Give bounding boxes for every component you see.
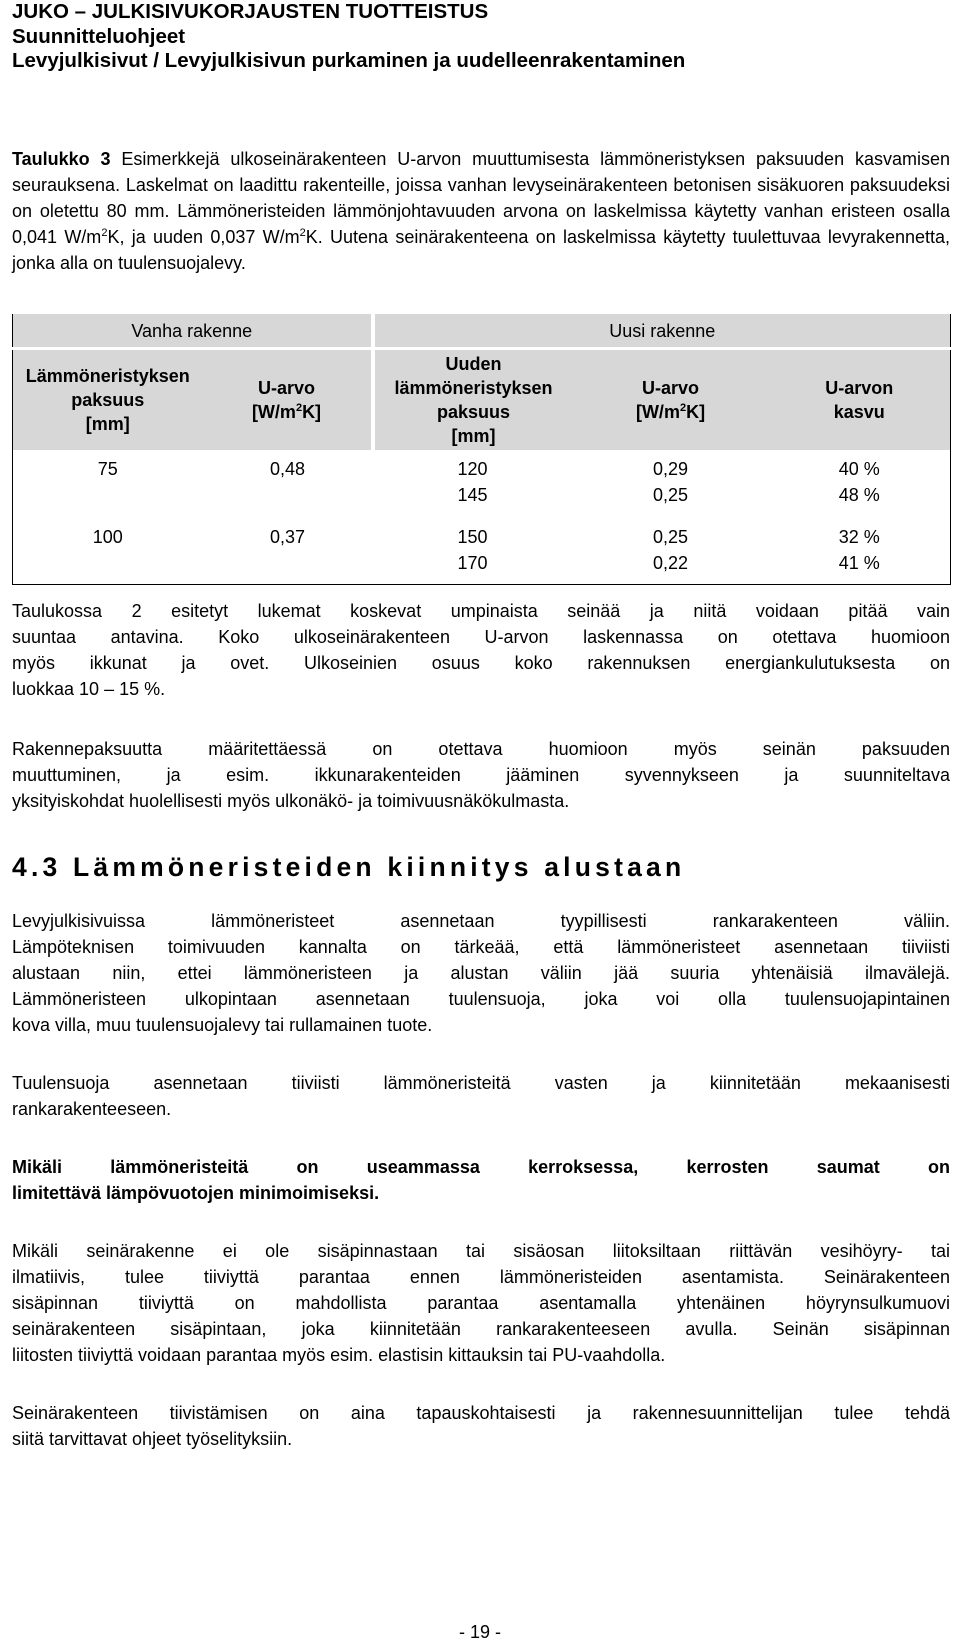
- header-guide: Suunnitteluohjeet: [12, 24, 186, 48]
- col-header-u-value-old: U-arvo $[W/m^2K]$: [203, 349, 373, 451]
- text-line: Rakennepaksuutta määritettäessä on otettava huomioon myös seinän paksuuden: [12, 739, 950, 759]
- group-new-structure: Uusi rakenne: [373, 314, 951, 349]
- text-line: Mikäli seinärakenne ei ole sisäpinnastaan tai sisäosan liitoksiltaan riittävän vesihöyry- tai: [12, 1241, 950, 1261]
- section-heading: 4.3 Lämmöneristeiden kiinnitys alustaan: [12, 852, 686, 882]
- text-line: Tuulensuoja asennetaan tiiviisti lämmöneristeitä vasten ja kiinnitetään mekaanisesti: [12, 1073, 950, 1093]
- cell: 41 %: [838, 553, 880, 573]
- cell: 170: [457, 553, 488, 573]
- text-line: Lämmöneristeen ulkopintaan asennetaan tuulensuoja, joka voi olla tuulensuojapintainen: [12, 989, 950, 1009]
- paragraph-structure-thickness: [12, 736, 950, 814]
- text-line: Lämpöteknisen toimivuuden kannalta on tärkeää, että lämmöneristeet asennetaan tiiviisti: [12, 937, 950, 957]
- cell: [203, 550, 373, 585]
- cell: 0,25: [652, 485, 689, 505]
- text-line: limitettävä lämpövuotojen minimoimiseksi.: [12, 1183, 380, 1203]
- cell: [13, 482, 203, 508]
- cell: 48 %: [838, 485, 880, 505]
- caption-sup: 2: [101, 227, 108, 239]
- cell: 40 %: [838, 459, 880, 479]
- paragraph-insulation-install: [12, 908, 950, 1038]
- text-line: rankarakenteeseen.: [12, 1099, 172, 1119]
- text-line: kova villa, muu tuulensuojalevy tai rullamainen tuote.: [12, 1015, 433, 1035]
- text-line: Taulukossa 2 esitetyt lukemat koskevat umpinaista seinää ja niitä voidaan pitää vain: [12, 601, 950, 621]
- table-row: [13, 524, 951, 550]
- caption-text-3: K. Uutena seinärakenteena on laskelmissa käytetty tuulettuvaa levyrakennetta, jonka alla on tuulensuojalevy.: [12, 227, 951, 273]
- text-line: siitä tarvittavat ohjeet työselityksiin.: [12, 1429, 293, 1449]
- caption-sup-2: 2: [299, 227, 306, 239]
- paragraph-vapour-tightness: [12, 1238, 950, 1368]
- cell: 75: [97, 459, 118, 479]
- group-old-structure: Vanha rakenne: [13, 314, 373, 349]
- cell: 0,25: [652, 527, 689, 547]
- text-line: Levyjulkisivuissa lämmöneristeet asennetaan tyypillisesti rankarakenteen väliin.: [12, 911, 950, 931]
- page-number: - 19 -: [458, 1622, 501, 1642]
- table-row: [13, 550, 951, 585]
- cell: 150: [457, 527, 488, 547]
- header-topic: Levyjulkisivut / Levyjulkisivun purkaminen ja uudelleenrakentaminen: [12, 49, 686, 72]
- table-caption: [12, 146, 950, 276]
- paragraph-u-value-note: [12, 598, 950, 702]
- col-header-thickness: Lämmöneristyksen paksuus [mm]: [13, 349, 203, 451]
- paragraph-layered-insulation: [12, 1154, 950, 1206]
- col-header-u-value-increase: U-arvon kasvu: [769, 349, 951, 451]
- cell: 0,29: [652, 459, 689, 479]
- col-header-u-value-new: U-arvo $[W/m^2K]$: [573, 349, 769, 451]
- cell: 0,22: [652, 553, 689, 573]
- text-line: ilmatiivis, tulee tiiviyttä parantaa ennen lämmöneristeiden asentamista. Seinärakenteen: [12, 1267, 950, 1287]
- text-line: suuntaa antavina. Koko ulkoseinärakenteen U-arvon laskennassa on otettava huomioon: [12, 627, 950, 647]
- cell: 100: [92, 527, 123, 547]
- cell: 32 %: [838, 527, 880, 547]
- cell: [13, 550, 203, 585]
- text-line: Seinärakenteen tiivistämisen on aina tapauskohtaisesti ja rakennesuunnittelijan tulee tehdä: [12, 1403, 950, 1423]
- cell: 0,48: [269, 459, 306, 479]
- text-line: alustaan niin, ettei lämmöneristeen ja alustan väliin jää suuria yhtenäisiä ilmavälejä.: [12, 963, 950, 983]
- caption-label: Taulukko 3: [12, 149, 111, 169]
- paragraph-sealing-instructions: [12, 1400, 950, 1452]
- u-value-table: [12, 314, 951, 585]
- table-row: [13, 482, 951, 508]
- cell: 0,37: [269, 527, 306, 547]
- cell: 145: [457, 485, 488, 505]
- text-line: yksityiskohdat huolellisesti myös ulkonäkö- ja toimivuusnäkökulmasta.: [12, 791, 570, 811]
- col-header-new-thickness: Uuden lämmöneristyksen paksuus [mm]: [373, 349, 573, 451]
- text-line: luokkaa 10 – 15 %.: [12, 679, 166, 699]
- text-line: muuttuminen, ja esim. ikkunarakenteiden jääminen syvennykseen ja suunniteltava: [12, 765, 950, 785]
- text-line: myös ikkunat ja ovet. Ulkoseinien osuus koko rakennuksen energiankulutuksesta on: [12, 653, 950, 673]
- header-project: JUKO – JULKISIVUKORJAUSTEN TUOTTEISTUS: [12, 0, 489, 23]
- text-line: seinärakenteen sisäpintaan, joka kiinnitetään rankarakenteeseen avulla. Seinän sisäpinnan: [12, 1319, 950, 1339]
- caption-text: Esimerkkejä ulkoseinärakenteen U-arvon muuttumisesta lämmöneristyksen paksuuden kasvamisen seurauksena. Laskelmat on laadittu rakenteille, joissa vanhan levyseinärakenteen betonisen sisäkuoren paksuudeksi on oletettu 80 mm. Lämmöneristeiden lämmönjohtavuuden arvona on laskelmissa käytetty vanhan eristeen osalla 0,041 W/m: [12, 149, 950, 247]
- document-header: [12, 0, 685, 74]
- cell: 120: [457, 459, 488, 479]
- paragraph-wind-barrier: [12, 1070, 950, 1122]
- cell: [203, 482, 373, 508]
- text-line: Mikäli lämmöneristeitä on useammassa kerroksessa, kerrosten saumat on: [12, 1157, 950, 1177]
- text-line: sisäpinnan tiiviyttä on mahdollista parantaa asentamalla yhtenäinen höyrynsulkumuovi: [12, 1293, 950, 1313]
- caption-text-2: K, ja uuden 0,037 W/m: [107, 227, 300, 247]
- table-row: [13, 450, 951, 482]
- text-line: liitosten tiiviyttä voidaan parantaa myös esim. elastisin kittauksin tai PU-vaahdolla.: [12, 1345, 666, 1365]
